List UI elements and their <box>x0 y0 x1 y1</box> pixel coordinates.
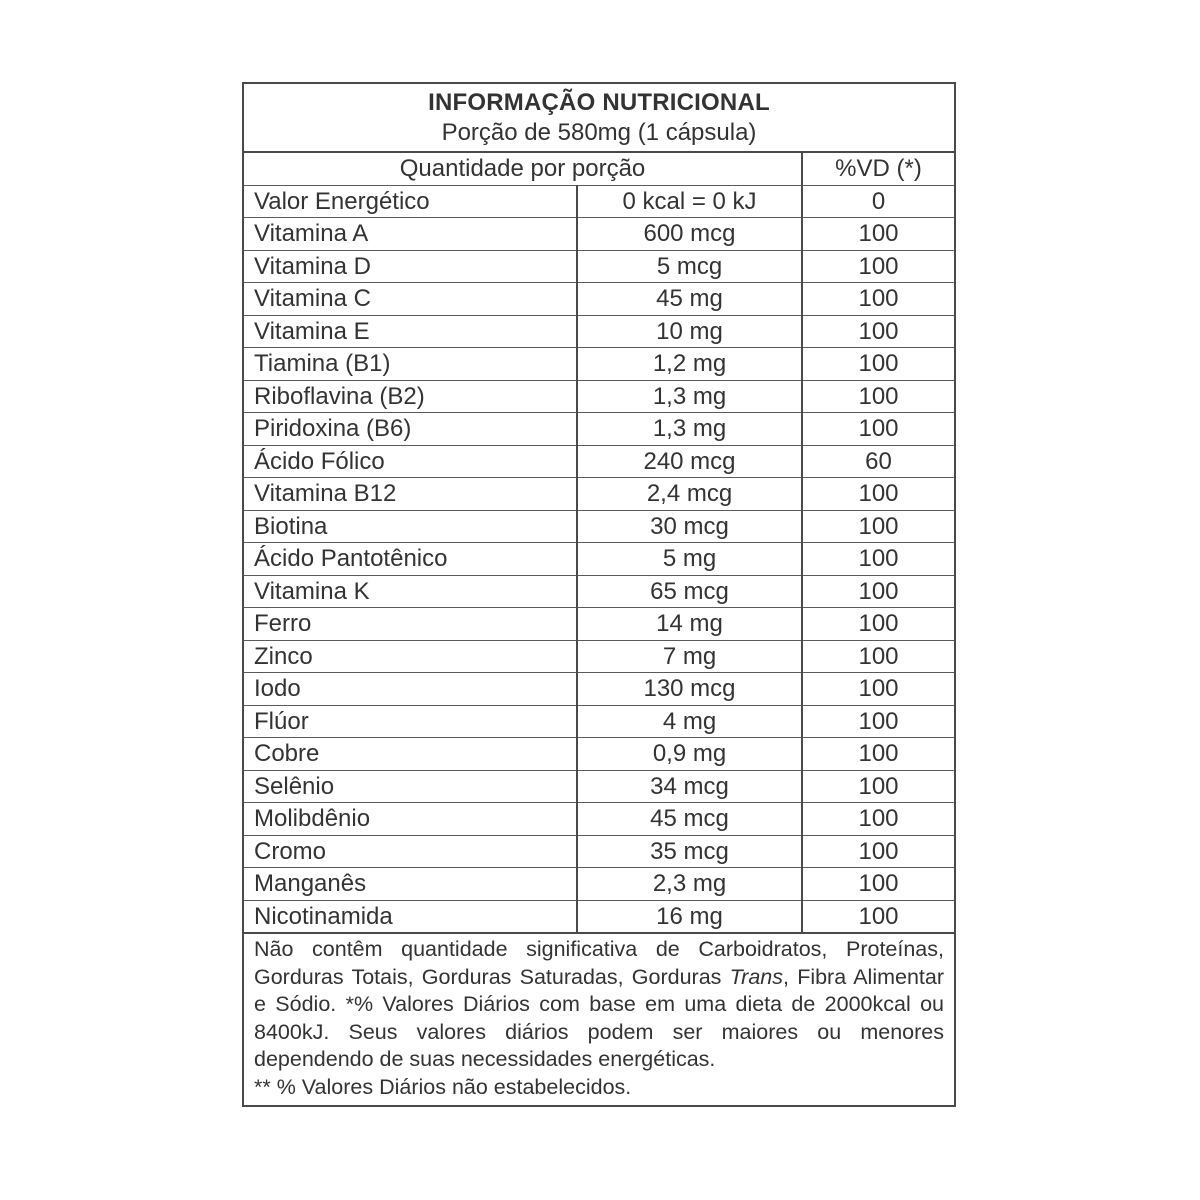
table-header-row <box>244 153 954 185</box>
nutrient-amount: 45 mcg <box>577 803 802 836</box>
table-row <box>244 348 954 381</box>
nutrient-name: Ácido Fólico <box>244 445 577 478</box>
nutrient-amount: 10 mg <box>577 315 802 348</box>
nutrient-dv: 60 <box>802 445 954 478</box>
nutrient-dv: 100 <box>802 640 954 673</box>
nutrient-dv: 100 <box>802 738 954 771</box>
table-row <box>244 445 954 478</box>
table-row <box>244 640 954 673</box>
nutrient-dv: 100 <box>802 543 954 576</box>
table-row <box>244 380 954 413</box>
nutrient-name: Manganês <box>244 868 577 901</box>
nutrient-name: Ferro <box>244 608 577 641</box>
nutrient-dv: 100 <box>802 348 954 381</box>
nutrient-dv: 100 <box>802 510 954 543</box>
table-row <box>244 673 954 706</box>
nutrient-amount: 0 kcal = 0 kJ <box>577 185 802 218</box>
table-row <box>244 868 954 901</box>
nutrient-amount: 30 mcg <box>577 510 802 543</box>
dv-column-header: %VD (*) <box>802 153 954 185</box>
nutrient-amount: 45 mg <box>577 283 802 316</box>
nutrient-amount: 1,3 mg <box>577 380 802 413</box>
serving-size: Porção de 580mg (1 cápsula) <box>441 119 757 146</box>
nutrient-dv: 100 <box>802 413 954 446</box>
nutrient-name: Vitamina C <box>244 283 577 316</box>
nutrient-dv: 100 <box>802 803 954 836</box>
nutrition-table <box>244 153 954 934</box>
nutrient-amount: 5 mg <box>577 543 802 576</box>
nutrient-dv: 100 <box>802 608 954 641</box>
table-row <box>244 185 954 218</box>
nutrient-amount: 7 mg <box>577 640 802 673</box>
footnote-not-established: ** % Valores Diários não estabelecidos. <box>254 1074 632 1099</box>
nutrient-amount: 2,4 mcg <box>577 478 802 511</box>
nutrient-amount: 1,3 mg <box>577 413 802 446</box>
nutrient-dv: 100 <box>802 705 954 738</box>
nutrient-name: Cobre <box>244 738 577 771</box>
table-row <box>244 770 954 803</box>
nutrient-name: Molibdênio <box>244 803 577 836</box>
table-row <box>244 900 954 933</box>
nutrient-dv: 100 <box>802 218 954 251</box>
footnote-text-part1: Não contêm quantidade significativa de Carboidratos, Proteínas, Gorduras Totais, Gorduras Saturadas, Gorduras <box>254 937 944 989</box>
nutrient-amount: 14 mg <box>577 608 802 641</box>
nutrient-name: Riboflavina (B2) <box>244 380 577 413</box>
nutrient-amount: 65 mcg <box>577 575 802 608</box>
nutrient-name: Flúor <box>244 705 577 738</box>
nutrient-name: Zinco <box>244 640 577 673</box>
nutrient-amount: 0,9 mg <box>577 738 802 771</box>
nutrient-name: Vitamina K <box>244 575 577 608</box>
nutrient-amount: 130 mcg <box>577 673 802 706</box>
quantity-column-header: Quantidade por porção <box>244 153 802 185</box>
nutrient-name: Nicotinamida <box>244 900 577 933</box>
nutrient-dv: 100 <box>802 575 954 608</box>
table-row <box>244 803 954 836</box>
nutrient-dv: 100 <box>802 250 954 283</box>
nutrient-amount: 2,3 mg <box>577 868 802 901</box>
nutrient-name: Piridoxina (B6) <box>244 413 577 446</box>
nutrient-amount: 600 mcg <box>577 218 802 251</box>
table-row <box>244 608 954 641</box>
nutrient-dv: 0 <box>802 185 954 218</box>
nutrient-name: Tiamina (B1) <box>244 348 577 381</box>
footnote-text-part2: , Fibra Alimentar e Sódio. *% Valores Diários com base em uma dieta de 2000kcal ou 8400kJ. Seus valores diários podem ser maiores ou menores dependendo de suas necessidades energéticas. <box>254 964 945 1071</box>
nutrient-name: Biotina <box>244 510 577 543</box>
nutrient-dv: 100 <box>802 380 954 413</box>
nutrient-amount: 240 mcg <box>577 445 802 478</box>
nutrient-amount: 4 mg <box>577 705 802 738</box>
nutrient-name: Valor Energético <box>244 185 577 218</box>
table-row <box>244 218 954 251</box>
table-row <box>244 738 954 771</box>
nutrient-name: Cromo <box>244 835 577 868</box>
nutrient-amount: 5 mcg <box>577 250 802 283</box>
nutrient-dv: 100 <box>802 478 954 511</box>
nutrient-name: Iodo <box>244 673 577 706</box>
nutrient-dv: 100 <box>802 868 954 901</box>
nutrition-facts-label <box>242 82 956 1107</box>
nutrient-dv: 100 <box>802 283 954 316</box>
nutrient-dv: 100 <box>802 900 954 933</box>
nutrient-amount: 16 mg <box>577 900 802 933</box>
nutrient-name: Selênio <box>244 770 577 803</box>
nutrient-name: Vitamina B12 <box>244 478 577 511</box>
nutrient-dv: 100 <box>802 835 954 868</box>
nutrient-name: Vitamina E <box>244 315 577 348</box>
nutrient-dv: 100 <box>802 673 954 706</box>
footnote <box>244 934 954 1105</box>
table-row <box>244 315 954 348</box>
table-row <box>244 575 954 608</box>
table-row <box>244 510 954 543</box>
table-row <box>244 250 954 283</box>
table-row <box>244 478 954 511</box>
table-row <box>244 835 954 868</box>
table-row <box>244 543 954 576</box>
table-row <box>244 413 954 446</box>
label-title: INFORMAÇÃO NUTRICIONAL <box>428 89 770 116</box>
nutrient-amount: 34 mcg <box>577 770 802 803</box>
label-header <box>244 84 954 153</box>
footnote-trans: Trans <box>729 964 784 989</box>
nutrient-dv: 100 <box>802 770 954 803</box>
table-row <box>244 283 954 316</box>
nutrient-amount: 1,2 mg <box>577 348 802 381</box>
nutrient-dv: 100 <box>802 315 954 348</box>
nutrient-name: Ácido Pantotênico <box>244 543 577 576</box>
table-row <box>244 705 954 738</box>
nutrient-amount: 35 mcg <box>577 835 802 868</box>
nutrient-name: Vitamina A <box>244 218 577 251</box>
nutrient-name: Vitamina D <box>244 250 577 283</box>
